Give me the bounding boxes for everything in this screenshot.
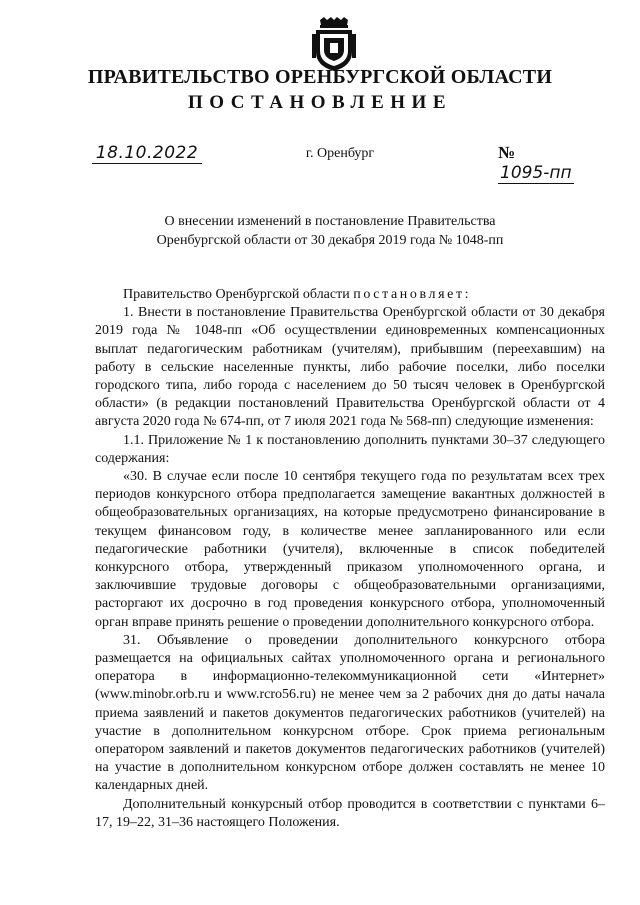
paragraph-31: 31. Объявление о проведении дополнительного конкурсного отбора размещается на официальных сайтах уполномоченного органа и регионального оператора в информационно-телекоммуникационной сети «Интернет» (www.minobr.orb.ru и www.rcro56.ru) не менее чем за 2 рабочих дня до даты начала приема заявлений и пакетов документов педагогических работников (учителей) на участие в дополнительном конкурсном отборе. Срок приема региональным оператором заявлений и пакетов документов педагогических работников (учителей) на участие в дополнительном конкурсном отборе должен составлять не менее 10 календарных дней. — [95, 632, 605, 794]
organization-title: ПРАВИТЕЛЬСТВО ОРЕНБУРГСКОЙ ОБЛАСТИ — [87, 66, 553, 88]
document-type-title: ПОСТАНОВЛЕНИЕ — [187, 92, 453, 113]
document-number — [498, 143, 594, 184]
document-city: г. Оренбург — [305, 146, 375, 161]
subject-line-1: О внесении изменений в постановление Правительства — [164, 214, 496, 229]
number-value: 1095-пп — [500, 163, 572, 183]
decree-verb: постановляет: — [353, 287, 472, 302]
paragraph-1: 1. Внести в постановление Правительства Оренбургской области от 30 декабря 2019 года № 1048-пп «Об осуществлении единовременных компенсационных выплат педагогическим работникам (учителям), прибывшим (переехавшим) на работу в сельские населенные пункты, либо рабочие поселки, либо поселки городского типа, либо города с населением до 50 тысяч человек в Оренбургской области» (в редакции постановлений Правительства Оренбургской области от 4 августа 2020 года № 674-пп, от 7 июля 2021 года № 568-пп) следующие изменения: — [95, 305, 605, 430]
number-label: № — [498, 143, 516, 162]
decree-line — [95, 286, 605, 304]
document-subject — [120, 212, 540, 250]
document-body — [95, 286, 605, 832]
paragraph-1-1: 1.1. Приложение № 1 к постановлению дополнить пунктами 30–37 следующего содержания: — [95, 432, 605, 466]
decree-prefix: Правительство Оренбургской области — [123, 287, 354, 302]
paragraph-30: «30. В случае если после 10 сентября текущего года по результатам всех трех периодов конкурсного отбора предполагается замещение вакантных должностей в общеобразовательных организациях, на которые предусмотрено финансирование в текущем финансовом году, в количестве менее запланированного или если педагогические работники (учителя), включенные в список победителей конкурсного отбора, утвержденный приказом уполномоченного органа, и заключившие трудовые договоры с общеобразовательными организациями, расторгают их досрочно в год проведения конкурсного отбора, уполномоченный орган вправе принять решение о проведении дополнительного конкурсного отбора. — [95, 469, 605, 630]
document-date: 18.10.2022 — [92, 143, 202, 164]
paragraph-last: Дополнительный конкурсный отбор проводится в соответствии с пунктами 6–17, 19–22, 31–36 настоящего Положения. — [95, 796, 605, 830]
subject-line-2: Оренбургской области от 30 декабря 2019 года № 1048-пп — [156, 233, 504, 248]
coat-of-arms-icon — [310, 16, 358, 72]
